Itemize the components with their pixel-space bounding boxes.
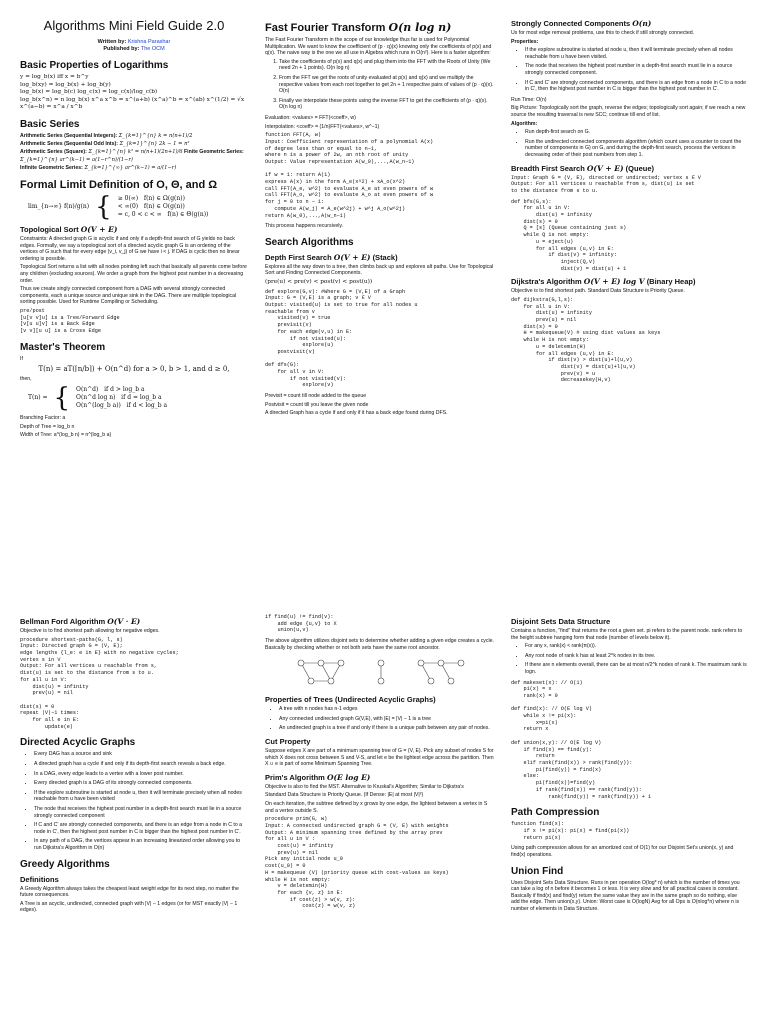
fft-step: 3. Finally we interpolate these points using the inverse FFT to get the coefficients of (p · q)(x). O(n log n)	[279, 98, 497, 111]
trees-item: • Any connected undirected graph G(V,E), with |E| = |V| − 1 is a tree	[279, 716, 497, 723]
scc-prop: • If C and C' are strongly connected components, and there is an edge from a node in C to a node in C', then the highest post number in C is bigger than the highest post number in C'.	[525, 80, 747, 93]
cut-paragraph: Suppose edges X are part of a minimum spanning tree of G = (V, E). Pick any subset of nodes S for which X does not cross between S and V-S, and let e be the lightest edge across the partition. Then X ∪ e is part of some Minimum Spanning Tree.	[265, 748, 494, 768]
limit-case: ≥ 0(∞) f(n) ∈ Ω(g(n))	[117, 195, 185, 203]
bellman-code: procedure shortest-paths(G, l, s) Input: Directed graph G = (V, E); edge lengths {l_e: e in E} with no negative cycles; vertex s in V Output: For all vertices u reachable from s, dist(u) is set to the distance from s to u. for all u in V: dist(u) = infinity prev(u) = nil dist(s) = 0 repeat |V|−1 times: for all e in E: update(e)	[20, 636, 179, 730]
path-paragraph: Using path compression allows for an amortized cost of O(1) for our Disjoint Set's union(x, y) and find(x) operations.	[511, 845, 734, 858]
series-item: Arithmetic Series (Square): Σ_{k=1}^{n} k² = n(n+1)(2n+1)/6 Finite Geometric Series:	[20, 148, 244, 155]
path-code: function find(x): if x != pi(x): pi(x) = find(pi(x)) return pi(x)	[511, 821, 630, 841]
fft-code: function FFT(A, w) Input: Coefficient representation of a polynomial A(x) of degree less than or equal to n−1, where n is a power of 2w, an nth root of unity Output: Value representation A(w_0),...,A(w_n−1) if w = 1: return A(1) express A(x) in the form A_e(x^2) + xA_o(x^2) call FFT(A_e, w^2) to evaluate A_e at even powers of w call FFT(A_o, w^2) to evaluate A_o at even powers of w for j = 0 to n − 1: compute A(w_j) = A_e(w^2j) + w^j A_o(w^2j) return A(w_0),...,A(w_n−1)	[265, 132, 434, 219]
author-link[interactable]: Krishna Parashar	[127, 39, 171, 45]
topo-paragraph: Constraints: A directed graph G is acyclic if and only if a depth-first search of G yields no back edges. Formally, we say a topological sort of a directed acyclic graph G is an ordering of the vertices of G such that for every edge (v_i, v_j) of G we have i < j. If DAG is cyclic then no linear ordering is possible.	[20, 235, 240, 262]
prim-code: procedure prim(G, w) Input: A connected undirected graph G = (V, E) with weights Output: A minimum spanning tree defined by the array prev for all u in V : cost(u) = infinity prev(u) = nil Pick any initial node u_0 cost(u_0) = 0 H = makequeue (V) (priority queue with cost-values as keys) while H is not empty: v = deletemin(H) for each {v, z} in E: if cost(z) > w(v, z): cost(z) = w(v, z)	[265, 816, 449, 910]
fft-steps	[265, 59, 497, 111]
dag-item: • If C and C' are strongly connected components, and there is an edge from a node in C to a node in C', then the highest post number in C is bigger than the highest post number in C'.	[34, 822, 248, 835]
log-line: log_b(x) = log_b(c) log_c(x) = log_c(x)/log_c(b)	[20, 89, 158, 96]
path-heading: Path Compression	[511, 807, 600, 819]
dijkstra-heading: Dijkstra's Algorithm O(V + E) log V (Binary Heap)	[511, 277, 696, 287]
log-line: log_b(x^n) = n log_b(x) x^a x^b = x^(a+b) (x^a)^b = x^(ab) x^(1/2) = √x	[20, 96, 245, 103]
disjoint-heading: Disjoint Sets Data Structure	[511, 617, 611, 626]
prim-paragraph: Standard Data Structure is Priority Queue. (If Dense: |E| at most |V|²)	[265, 792, 424, 799]
series-item: Arithmetic Series (Sequential Integers): Σ_{k=1}^{n} k = n(n+1)/2	[20, 132, 193, 139]
credits	[20, 39, 248, 53]
master-case: O(n^d log n) if d = log_b a	[76, 394, 162, 402]
dag-item: • In a DAG, every edge leads to a vertex with a lower post number.	[34, 771, 248, 778]
dag-item: • If the explore subroutine is started at node u, then it will terminate precisely when all nodes reachable from u have been visited	[34, 790, 248, 803]
series-item: Infinite Geometric Series: Σ_{k=1}^{∞} ar^(k−1) = a/(1−r)	[20, 164, 177, 171]
cut-heading: Cut Property	[265, 737, 311, 747]
dijkstra-objective: Objective is to find shortest path. Standard Data Structure is Priority Queue.	[511, 288, 685, 295]
fft-evaluation: Evaluation: <values> = FFT(<coeff>, w)	[265, 114, 356, 121]
greedy-heading: Greedy Algorithms	[20, 858, 110, 870]
disjoint-code: def makeset(x): // O(1) pi(x) = x rank(x) = 0 def find(x): // O(E log V) while x != pi(x): x=pi(x) return x def union(x,y): // O(E log V) if find(x) == find(y): return elif rank(find(x)) > rank(find(y)): pi(find(y)) = find(x) else: pi(find(x))=find(y) if rank(find(x)) == rank(find(y)): rank(find(y)) = rank(find(y)) + 1	[511, 679, 652, 800]
fft-interpolation: Interpolation: <coeff> = (1/n)FFT(<values>, w^−1)	[265, 123, 380, 130]
column-3	[511, 612, 747, 914]
dijkstra-code: def dijkstra(G,l,s): for all u in V: dist(u) = infinity prev(u) = nil dist(s) = 0 H = makequeue(V) # using dist values as keys while H is not empty: u = deletemin(H) for all edges (u,v) in E: if dist(v) > dist(u)+l(u,v) dist(v) = dist(u)+l(u,v) prev(v) = u decreasekey(H,v)	[511, 296, 661, 384]
master-depth: Depth of Tree = log_b n	[20, 423, 75, 430]
master-lhs: T(n) =	[28, 394, 48, 402]
series-heading: Basic Series	[20, 118, 80, 130]
scc-intro: Us for most edge removal problems, use this to check if still strongly connected.	[511, 30, 695, 36]
bfs-heading: Breadth First Search O(V + E) (Queue)	[511, 163, 654, 173]
scc-runtime: Run Time: O(n)	[511, 96, 547, 103]
master-width: Width of Tree: a^(log_b n) = n^(log_b a)	[20, 432, 112, 439]
document-title: Algorithms Mini Field Guide 2.0	[43, 18, 225, 33]
greedy-paragraph: A Greedy Algorithm always takes the cheapest least weight edge for its next step, no matter the future consequences.	[20, 885, 239, 899]
disjoint-item: • Any root node of rank k has at least 2^k nodes in its tree.	[525, 653, 747, 660]
postvisit-note: Postvisit = count till you leave the given node	[265, 401, 369, 408]
limit-case: < ∞(0) f(n) ∈ O(g(n))	[117, 203, 185, 211]
series-item: Σ_{k=1}^{n} ar^(k−1) = a(1−r^n)/(1−r)	[20, 156, 133, 163]
scc-algo-step: • Run depth-first search on G.	[525, 129, 747, 136]
limit-definition	[28, 191, 248, 222]
master-recurrence: T(n) = aT(⌈n/b⌉) + O(n^d) for a > 0, b > 1, and d ≥ 0,	[38, 365, 230, 374]
dfs-paragraph: Explores all the way down to a tree, then climbs back up and explores alt paths. Use for Topological Sort and Finding Connected Components.	[265, 263, 494, 277]
dag-heading: Directed Acyclic Graphs	[20, 737, 136, 749]
scc-algo-step: • Run the undirected connected components algorithm (which count uses a counter to count the number of components in G) on G, and during the depth-first search, process the vertices in decreasing order of their post numbers from step 1.	[525, 139, 747, 159]
trees-list	[265, 706, 497, 732]
dfs-order: (pre(u) < pre(v) < post(v) < post(u))	[265, 279, 373, 286]
kruskal-paragraph: The above algorithm utilizes disjoint sets to determine whether adding a given edge creates a cycle. Basically by checking whether or not both sets have the same root ancestor.	[265, 638, 494, 651]
greedy-defs-heading: Definitions	[20, 874, 59, 884]
prim-paragraph: Objective is also to find the MST. Alternative to Kruskal's Algorithm; Similar to Dijkstra's	[265, 783, 464, 790]
scc-big-picture: Big Picture: Topologically sort the graph, reverse the edges; topologically sort again; if we reach a new source the resulting traversal is new SCC; continue till end of list.	[511, 105, 746, 118]
log-line: y = log_b(x) iff x = b^y	[20, 74, 89, 80]
trees-item: • A tree with n nodes has n-1 edges	[279, 706, 497, 713]
limit-cases	[118, 195, 209, 218]
scc-props-label: Properties:	[511, 38, 539, 45]
fft-heading: Fast Fourier Transform O(n log n)	[265, 21, 452, 34]
master-case: O(n^(log_b a)) if d < log_b a	[76, 402, 168, 410]
prim-heading: Prim's Algorithm O(E log E)	[265, 772, 371, 782]
column-1	[20, 14, 248, 441]
cycle-note: A directed Graph has a cycle if and only if it has a back edge found during DFS.	[265, 410, 448, 417]
log-line: x^(a−b) = x^a / x^b	[20, 104, 83, 111]
master-cases-block	[28, 382, 248, 413]
topo-code: pre/post [u[v v]u] is a Tree/Forward Edge [v[u u]v] is a Back Edge [v v][u u] is a Cross Edge	[20, 307, 120, 335]
master-cases	[76, 386, 167, 409]
bellman-objective: Objective is to find shortest path allowing for negative edges.	[20, 628, 160, 634]
disjoint-list	[511, 643, 747, 675]
scc-heading: Strongly Connected Components O(n)	[511, 19, 652, 28]
topo-paragraph: Topological Sort returns a list with all nodes pointing left such that basically all parents come before any children (excluding sources). We order a graph from the highest post number in a decreasing order.	[20, 264, 247, 284]
dag-item: • In any path of a DAG, the vertices appear in an increasing linearized order allowing you to run Dijkstra's Algorithm in O(n)	[34, 838, 248, 851]
unionfind-heading: Union Find	[511, 865, 564, 877]
kruskal-code: if find(u) != find(v): add edge {u,v} to X union(u,v)	[265, 614, 337, 634]
fft-recursive: This process happens recursively.	[265, 223, 344, 230]
trees-heading: Properties of Trees (Undirected Acyclic Graphs)	[265, 695, 436, 705]
dag-item: • Every DAG has a source and sink	[34, 751, 248, 758]
bfs-code: def bfs(G,s): for all u in V: dist(u) = infinity dist(s) = 0 Q = [s] (Queue containing just s) while Q is not empty: u = eject(u) for all edges (u,v) in E: if dist(v) = infinity: inject(Q,v) dist(v) = dist(u) + 1	[511, 198, 627, 272]
scc-algo-label: Algorithm:	[511, 120, 538, 127]
brace-icon: {	[95, 191, 112, 222]
previsit-note: Previsit = count till node added to the queue	[265, 393, 367, 400]
topo-paragraph: Thus we create singly connected component from a DAG with several strongly connected components, each a unique source and unique sink in the DAG. There are multiple topological sorting possible. Used for Runtime Compiling or Scheduling.	[20, 286, 237, 306]
bfs-io: Input: Graph G = (V, E), directed or undirected; vertex s ∈ V Output: For all vertices u reachable from s, dist(u) is set to the distance from s to u.	[511, 174, 701, 194]
bellman-heading: Bellman Ford Algorithm O(V · E)	[20, 617, 141, 626]
master-branching: Branching Factor: a	[20, 414, 66, 421]
search-heading: Search Algorithms	[265, 236, 354, 248]
limit-lhs: lim_{n→∞} f(n)/g(n)	[28, 203, 90, 211]
trees-item: • An undirected graph is a tree if and only if there is a unique path between any pair of nodes.	[279, 725, 497, 732]
dag-list	[20, 751, 248, 851]
log-line: log_b(xy) = log_b(x) + log_b(y)	[20, 81, 111, 88]
column-2	[265, 612, 497, 914]
disjoint-item: • For any x, rank(x) < rank(π(x)).	[525, 643, 747, 650]
greedy-paragraph: A Tree is an acyclic, undirected, connected graph with |V| − 1 edges (or for MST exactly |V| − 1 edges).	[20, 900, 238, 914]
dag-item: • The node that receives the highest post number in a depth-first search must lie in a source strongly connected component	[34, 806, 248, 819]
master-if: If	[20, 355, 23, 362]
master-heading: Master's Theorem	[20, 341, 106, 353]
fft-intro: The Fast Fourier Transform in the scope of our knowledge thus far is used for Polynomial Multiplication. We want to know the coefficient of (p · q)(x) knowing only the coefficients of p(x) and q(x). The naive way is the one we all use in Algebra which runs in O(n²). Here is a faster algorithm:	[265, 37, 492, 57]
dfs-heading: Depth First Search O(V + E) (Stack)	[265, 252, 398, 262]
limits-heading: Formal Limit Definition of O, Θ, and Ω	[20, 178, 218, 191]
scc-algo	[511, 129, 747, 158]
brace-icon: {	[53, 382, 71, 413]
logs-heading: Basic Properties of Logarithms	[20, 60, 169, 71]
series-item: Arithmetic Series (Sequential Odd Ints): Σ_{k=1}^{n} 2k − 1 = n²	[20, 140, 190, 147]
limit-case: = c, 0 < c < ∞ f(n) ∈ Θ(g(n))	[117, 211, 209, 219]
scc-props	[511, 47, 747, 93]
unionfind-paragraph: Uses Disjoint Sets Data Structure. Runs in per operation O(log* n) which is the number of times you can take a log of n before it becomes 1 or less. It is very slow and for all practical cases is constant. Basically if find(x) and find(y) return the same value they are in the same graph so do nothing, else add the edge. Then union(x,y). Union: Worst case is O(logN) Avg for all Ops is O(nlog*n) where n is number of elements in Data Structure.	[511, 879, 740, 912]
master-then: then,	[20, 376, 32, 383]
prim-paragraph: On each iteration, the subtree defined by x grows by one edge, the lightest between a vertex in S and a vertex outside S.	[265, 801, 488, 814]
disjoint-paragraph: Contains a function, "find" that returns the root a given set. pi refers to the parent node. rank refers to the height subtree hanging form that node (number of levels below it).	[511, 628, 743, 641]
disjoint-item: • If there are n elements overall, there can be at most n/2^k nodes of rank k. The maximum rank is logn.	[525, 662, 747, 675]
dag-item: • Every directed graph is a DAG of its strongly connected components.	[34, 780, 248, 787]
dag-item: • A directed graph has a cycle if and only if its depth-first search reveals a back edge.	[34, 761, 248, 768]
column-1	[20, 612, 248, 916]
written-by-label: Written by:	[97, 39, 127, 45]
scc-prop: • If the explore subroutine is started at node u, then it will terminate precisely when all nodes reachable from u have been visited.	[525, 47, 747, 60]
topo-heading: Topological Sort O(V + E)	[20, 224, 118, 234]
fft-step: 2. From the FFT we get the roots of unity evaluated at p(x) and q(x) and we multiply the respective values from each root together to get 2n + 1 respective pairs of values of (p · q)(x). O(n)	[279, 75, 497, 95]
tree-diagram-icon	[281, 655, 481, 689]
published-by-label: Published by:	[103, 46, 140, 52]
dfs-code: def explore(G,v): #Where G = (V,E) of a Graph Input: G = (V,E) is a graph; v ∈ V Output: visited(u) is set to true for all nodes u reachable from v visited(v) = true previsit(v) for each edge(v,u) in E: if not visited(u): explore(u) postvisit(v) def dfs(G): for all v in V: if not visited(v): explore(v)	[265, 288, 418, 389]
publisher-link[interactable]: The OCM	[140, 46, 165, 52]
master-case: O(n^d) if d > log_b a	[76, 386, 145, 394]
fft-step: 1. Take the coefficients of p(x) and q(x) and plug them into the FFT with the Roots of Unity (We need 2n + 1 points). O(n log n)	[279, 59, 497, 72]
column-3	[511, 14, 747, 388]
column-2	[265, 14, 497, 419]
scc-prop: • The node that receives the highest post number in a depth-first search must lie in a source strongly connected component.	[525, 63, 747, 76]
page-bottom	[0, 512, 768, 1024]
